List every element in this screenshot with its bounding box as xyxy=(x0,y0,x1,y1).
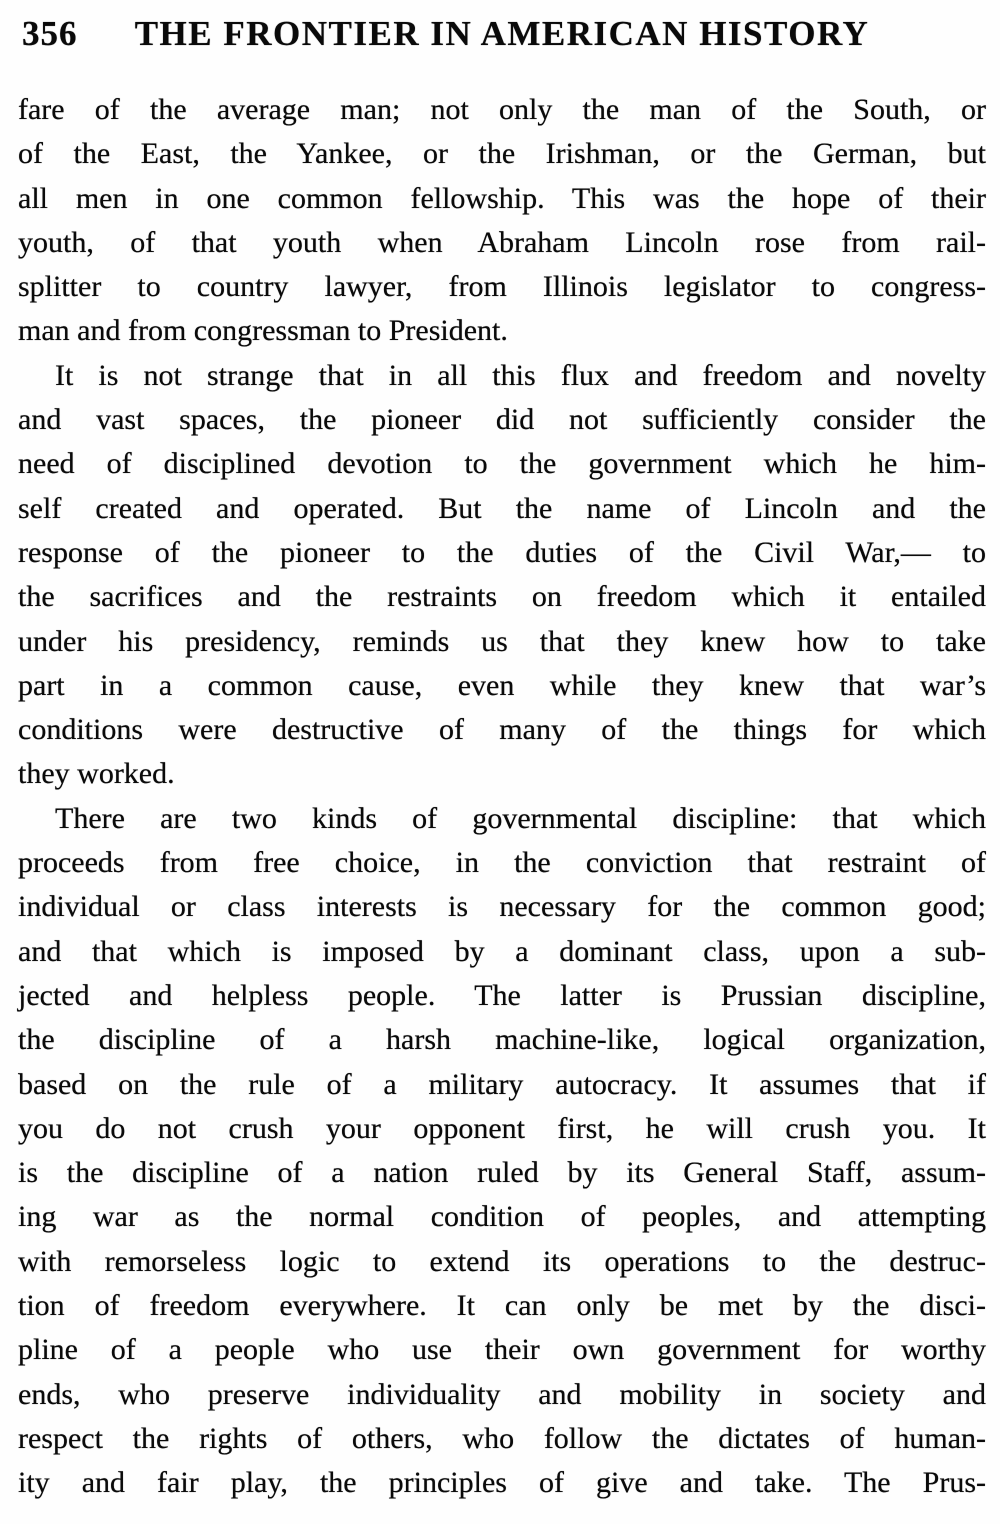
paragraph xyxy=(18,88,986,354)
text-line: man and from congressman to President. xyxy=(18,314,508,348)
page-body xyxy=(18,88,986,1506)
text-line: of the East, the Yankee, or the Irishman, or the German, but xyxy=(18,137,986,171)
text-line: self created and operated. But the name of Lincoln and the xyxy=(18,491,986,525)
text-line: pline of a people who use their own government for worthy xyxy=(18,1333,986,1367)
text-line: all men in one common fellowship. This was the hope of their xyxy=(18,181,986,215)
text-line: part in a common cause, even while they knew that war’s xyxy=(18,668,986,702)
text-line: the sacrifices and the restraints on freedom which it entailed xyxy=(18,580,986,614)
text-line: It is not strange that in all this flux and freedom and novelty xyxy=(55,358,986,392)
text-line: and that which is imposed by a dominant class, upon a sub- xyxy=(18,934,986,968)
page-header xyxy=(18,12,986,60)
text-line: based on the rule of a military autocracy. It assumes that if xyxy=(18,1067,986,1101)
text-line: need of disciplined devotion to the government which he him- xyxy=(18,447,986,481)
text-line: ity and fair play, the principles of give and take. The Prus- xyxy=(18,1466,986,1500)
text-line: There are two kinds of governmental discipline: that which xyxy=(55,801,986,835)
running-title: THE FRONTIER IN AMERICAN HISTORY xyxy=(134,14,870,53)
text-line: response of the pioneer to the duties of the Civil War,— to xyxy=(18,535,986,569)
text-line: ends, who preserve individuality and mobility in society and xyxy=(18,1377,986,1411)
page-number: 356 xyxy=(22,14,78,53)
text-line: proceeds from free choice, in the conviction that restraint of xyxy=(18,846,986,880)
paragraph xyxy=(18,354,986,797)
text-line: under his presidency, reminds us that they knew how to take xyxy=(18,624,986,658)
text-line: the discipline of a harsh machine-like, logical organization, xyxy=(18,1023,986,1057)
text-line: conditions were destructive of many of the things for which xyxy=(18,713,986,747)
text-line: fare of the average man; not only the man of the South, or xyxy=(18,93,986,126)
text-line: and vast spaces, the pioneer did not sufficiently consider the xyxy=(18,403,986,437)
text-line: they worked. xyxy=(18,757,175,791)
text-line: youth, of that youth when Abraham Lincoln rose from rail- xyxy=(18,225,986,259)
text-line: ing war as the normal condition of peoples, and attempting xyxy=(18,1200,986,1234)
text-line: you do not crush your opponent first, he will crush you. It xyxy=(18,1111,986,1145)
text-line: tion of freedom everywhere. It can only be met by the disci- xyxy=(18,1289,986,1323)
text-line: individual or class interests is necessary for the common good; xyxy=(18,890,986,924)
text-line: splitter to country lawyer, from Illinois legislator to congress- xyxy=(18,270,986,304)
text-line: with remorseless logic to extend its operations to the destruc- xyxy=(18,1244,986,1278)
text-line: respect the rights of others, who follow the dictates of human- xyxy=(18,1421,986,1455)
text-line: jected and helpless people. The latter is Prussian discipline, xyxy=(18,978,986,1012)
paragraph xyxy=(18,797,986,1506)
text-line: is the discipline of a nation ruled by its General Staff, assum- xyxy=(18,1156,986,1190)
